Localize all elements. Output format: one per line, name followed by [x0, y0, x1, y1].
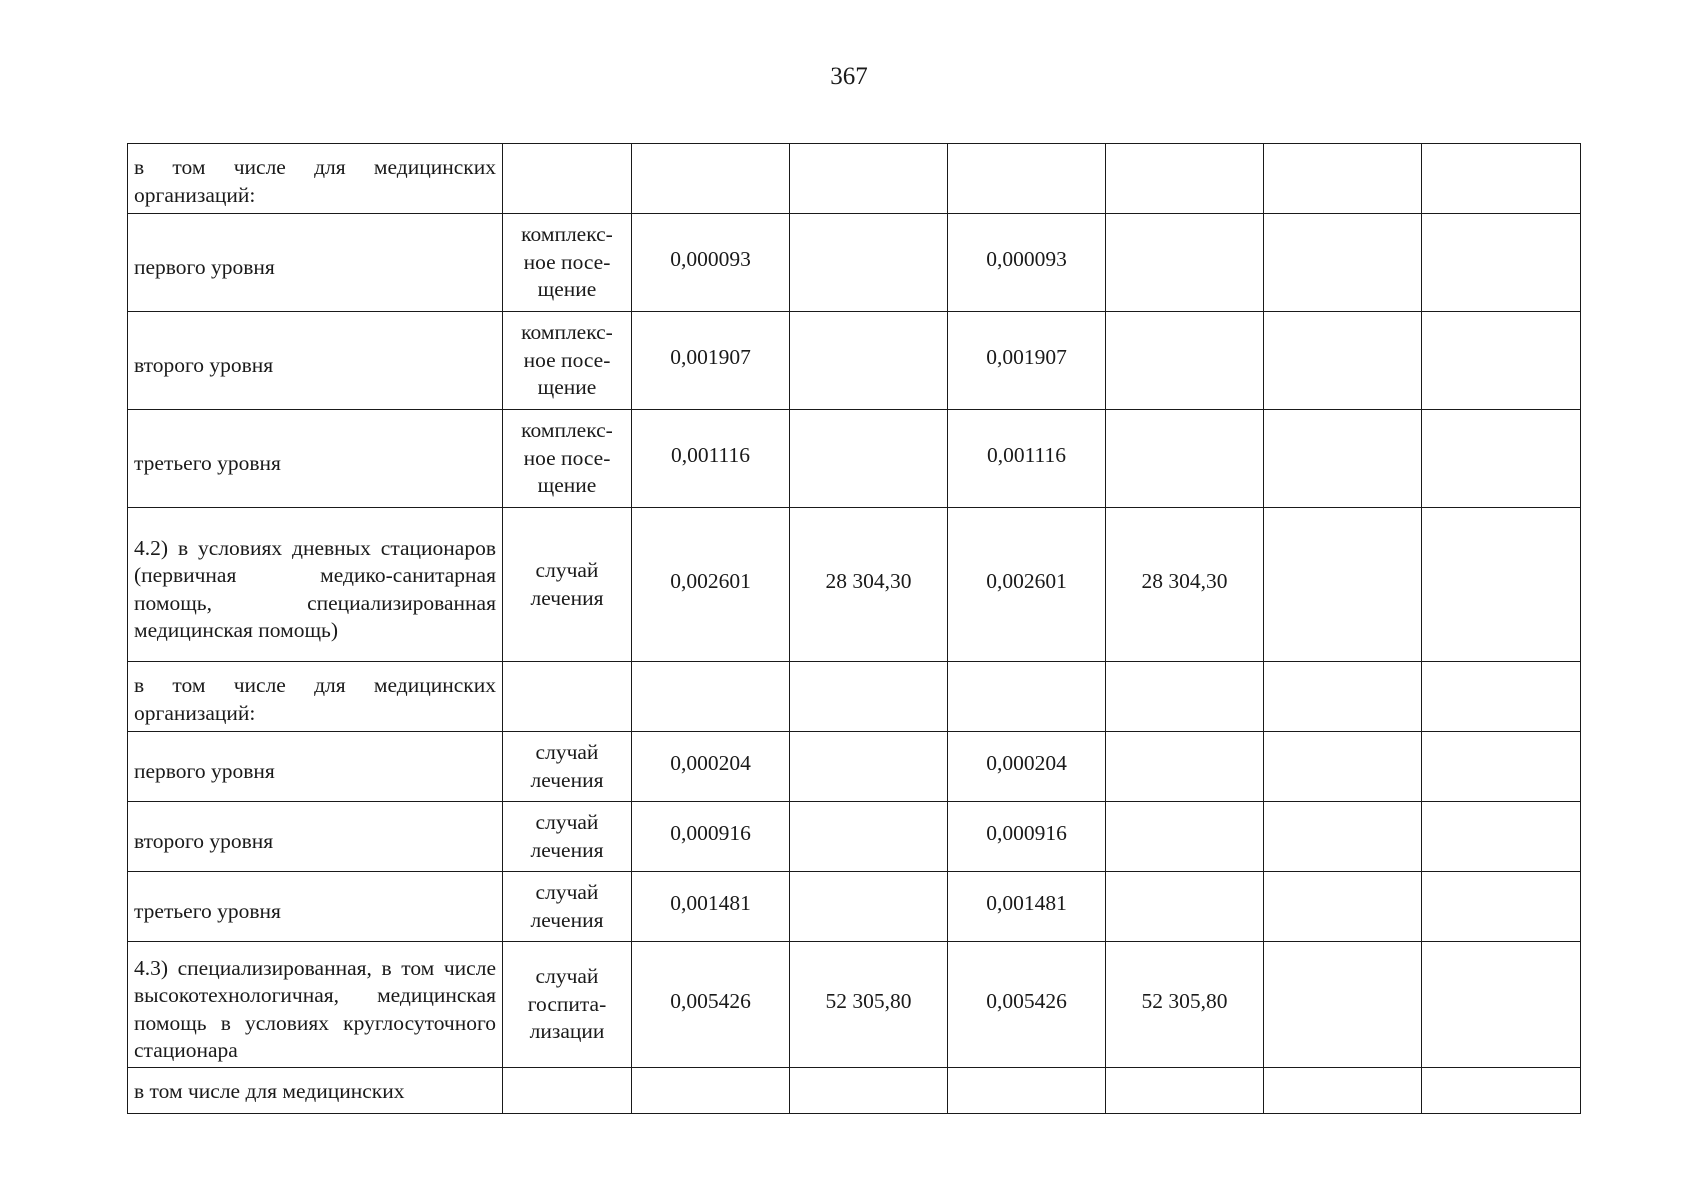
row-description: 4.3) специализированная, в том числе высокотехнологичная, медицинская помощь в условиях круглосуточного стационара	[128, 942, 503, 1068]
value-cell	[632, 1068, 790, 1114]
table-row	[128, 312, 1581, 410]
value-cell	[632, 802, 790, 872]
value-cell	[1106, 732, 1264, 802]
table-row	[128, 942, 1581, 1068]
value-cell	[790, 732, 948, 802]
value-cell	[948, 662, 1106, 732]
value-cell	[632, 732, 790, 802]
value-text: 0,005426	[986, 988, 1067, 1013]
value-cell	[1106, 872, 1264, 942]
value-cell	[632, 942, 790, 1068]
value-cell	[632, 144, 790, 214]
table-row	[128, 732, 1581, 802]
value-cell	[948, 872, 1106, 942]
value-cell	[1264, 214, 1422, 312]
value-cell	[1264, 662, 1422, 732]
value-cell	[948, 214, 1106, 312]
value-text: 0,001907	[986, 344, 1067, 369]
table-row	[128, 802, 1581, 872]
value-cell	[790, 1068, 948, 1114]
table-row	[128, 214, 1581, 312]
value-text: 0,000093	[670, 246, 751, 271]
value-cell	[1264, 410, 1422, 508]
value-cell	[948, 1068, 1106, 1114]
value-cell	[1422, 312, 1581, 410]
value-cell	[1106, 1068, 1264, 1114]
row-unit: случай лечения	[503, 802, 632, 872]
value-cell	[948, 144, 1106, 214]
row-description: в том числе для медицинских	[128, 1068, 503, 1114]
table-row	[128, 872, 1581, 942]
table-body	[128, 144, 1581, 1114]
value-text: 0,002601	[670, 568, 751, 593]
row-unit: случай лечения	[503, 872, 632, 942]
value-cell	[948, 312, 1106, 410]
value-text: 0,001907	[670, 344, 751, 369]
value-text: 0,005426	[670, 988, 751, 1013]
value-cell	[790, 872, 948, 942]
value-cell	[1264, 144, 1422, 214]
value-cell	[1106, 662, 1264, 732]
value-cell	[1264, 508, 1422, 662]
row-unit	[503, 1068, 632, 1114]
value-cell	[948, 508, 1106, 662]
value-text: 0,001481	[670, 890, 751, 915]
value-cell	[632, 662, 790, 732]
value-cell	[1422, 942, 1581, 1068]
value-cell	[1264, 942, 1422, 1068]
table-row	[128, 144, 1581, 214]
value-text: 52 305,80	[825, 988, 912, 1013]
value-cell	[1422, 410, 1581, 508]
value-cell	[632, 410, 790, 508]
row-unit: комплекс-ное посе-щение	[503, 410, 632, 508]
row-unit: случай госпита-лизации	[503, 942, 632, 1068]
value-cell	[1264, 1068, 1422, 1114]
row-description: первого уровня	[128, 732, 503, 802]
row-description: в том числе для медицинских организаций:	[128, 144, 503, 214]
value-cell	[1264, 312, 1422, 410]
value-cell	[790, 144, 948, 214]
table-row	[128, 410, 1581, 508]
value-cell	[632, 312, 790, 410]
value-text: 0,001116	[986, 442, 1067, 467]
value-cell	[1422, 214, 1581, 312]
value-cell	[790, 214, 948, 312]
value-cell	[1422, 144, 1581, 214]
row-description: второго уровня	[128, 802, 503, 872]
value-text: 0,000916	[986, 820, 1067, 845]
value-text: 28 304,30	[825, 568, 912, 593]
value-cell	[948, 410, 1106, 508]
row-unit: комплекс-ное посе-щение	[503, 312, 632, 410]
value-cell	[948, 942, 1106, 1068]
table-row	[128, 662, 1581, 732]
value-cell	[632, 508, 790, 662]
value-cell	[790, 312, 948, 410]
table-row	[128, 508, 1581, 662]
value-cell	[1422, 872, 1581, 942]
row-description: второго уровня	[128, 312, 503, 410]
value-cell	[790, 942, 948, 1068]
value-cell	[1106, 312, 1264, 410]
value-cell	[790, 662, 948, 732]
value-cell	[1422, 802, 1581, 872]
value-cell	[1422, 1068, 1581, 1114]
row-unit	[503, 662, 632, 732]
row-description: 4.2) в условиях дневных стационаров (первичная медико-санитарная помощь, специализированная медицинская помощь)	[128, 508, 503, 662]
value-cell	[1264, 802, 1422, 872]
value-cell	[1106, 144, 1264, 214]
row-unit	[503, 144, 632, 214]
row-unit: случай лечения	[503, 508, 632, 662]
value-cell	[1106, 410, 1264, 508]
value-text: 0,000204	[986, 750, 1067, 775]
value-cell	[790, 802, 948, 872]
row-description: первого уровня	[128, 214, 503, 312]
value-text: 0,001116	[670, 442, 751, 467]
value-text: 0,001481	[986, 890, 1067, 915]
value-cell	[948, 802, 1106, 872]
value-cell	[790, 410, 948, 508]
value-cell	[1106, 214, 1264, 312]
value-cell	[1264, 872, 1422, 942]
value-text: 28 304,30	[1141, 568, 1228, 593]
row-unit: случай лечения	[503, 732, 632, 802]
value-cell	[1106, 802, 1264, 872]
value-cell	[1422, 662, 1581, 732]
value-text: 0,002601	[986, 568, 1067, 593]
value-cell	[948, 732, 1106, 802]
row-description: третьего уровня	[128, 410, 503, 508]
row-unit: комплекс-ное посе-щение	[503, 214, 632, 312]
row-description: в том числе для медицинских организаций:	[128, 662, 503, 732]
value-cell	[1264, 732, 1422, 802]
norms-table	[127, 143, 1581, 1114]
value-text: 52 305,80	[1141, 988, 1228, 1013]
table-row	[128, 1068, 1581, 1114]
value-cell	[632, 872, 790, 942]
value-text: 0,000204	[670, 750, 751, 775]
value-text: 0,000093	[986, 246, 1067, 271]
value-text: 0,000916	[670, 820, 751, 845]
value-cell	[1422, 732, 1581, 802]
value-cell	[1106, 942, 1264, 1068]
page-number: 367	[830, 63, 868, 90]
value-cell	[632, 214, 790, 312]
row-description: третьего уровня	[128, 872, 503, 942]
value-cell	[1422, 508, 1581, 662]
value-cell	[1106, 508, 1264, 662]
value-cell	[790, 508, 948, 662]
